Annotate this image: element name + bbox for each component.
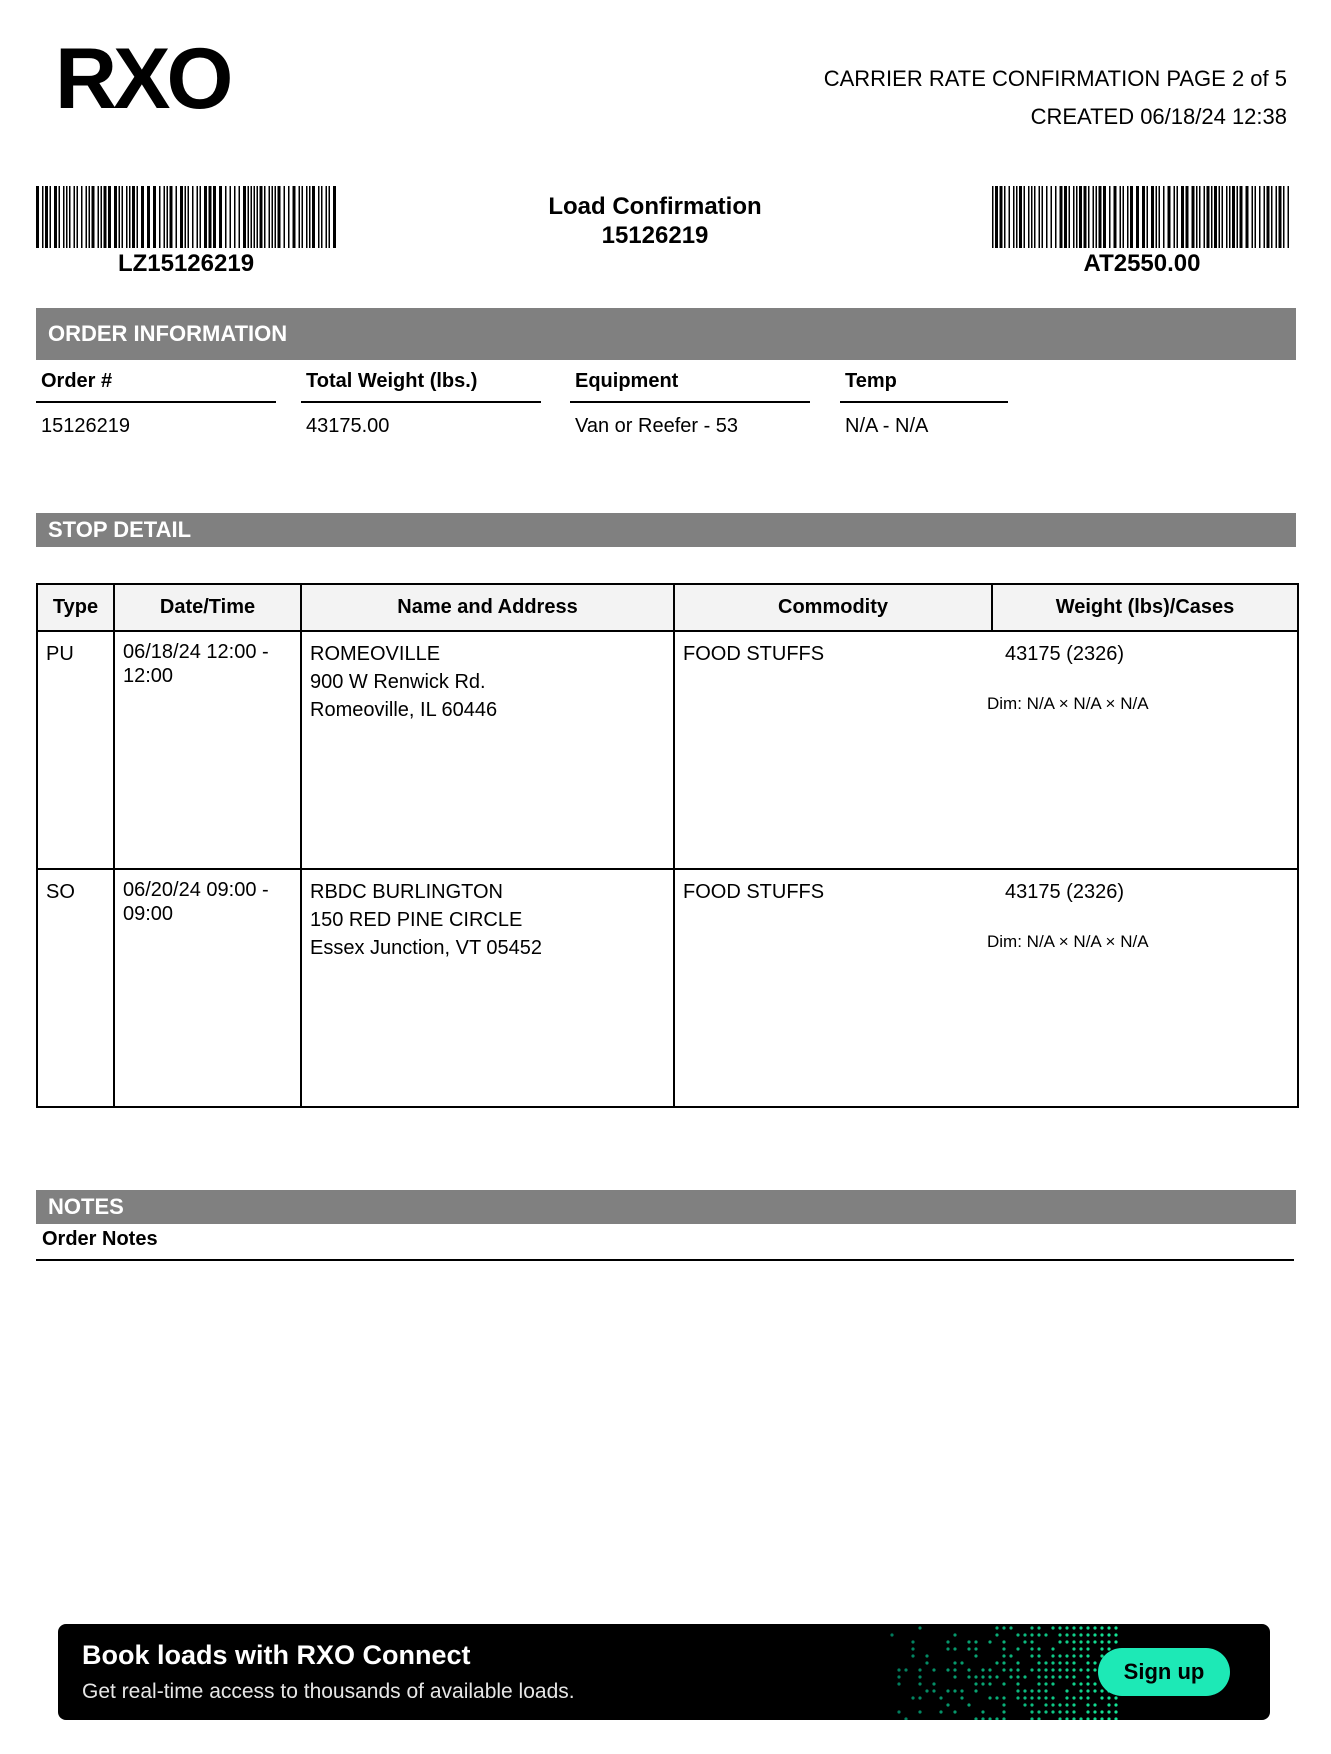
stop-name-address bbox=[301, 869, 674, 1107]
stop-dimensions: Dim: N/A × N/A × N/A bbox=[987, 694, 1149, 713]
total-weight-value: 43175.00 bbox=[306, 415, 390, 437]
stop-dimensions: Dim: N/A × N/A × N/A bbox=[987, 932, 1149, 951]
notes-header: NOTES bbox=[36, 1190, 1296, 1224]
column-header-name-address: Name and Address bbox=[301, 584, 674, 631]
load-confirmation-label: Load Confirmation bbox=[548, 193, 762, 220]
banner-subtitle: Get real-time access to thousands of available loads. bbox=[82, 1680, 575, 1703]
stop-weight-cases: 43175 (2326) bbox=[1005, 643, 1124, 665]
rxo-logo bbox=[55, 42, 255, 114]
order-number-column bbox=[36, 370, 276, 438]
table-row bbox=[37, 869, 1298, 1107]
order-number-label: Order # bbox=[36, 370, 276, 403]
load-confirmation-title bbox=[465, 192, 845, 250]
dot-pattern-decoration bbox=[888, 1624, 1118, 1720]
stop-type: SO bbox=[37, 869, 114, 1107]
stop-commodity-weight bbox=[674, 869, 1298, 1107]
load-number: 15126219 bbox=[601, 222, 709, 249]
total-weight-column bbox=[301, 370, 541, 438]
stop-datetime-end: 09:00 bbox=[123, 903, 174, 925]
svg-text:RXO: RXO bbox=[55, 42, 230, 114]
stop-detail-table bbox=[36, 583, 1299, 1108]
order-notes-label: Order Notes bbox=[42, 1228, 158, 1250]
banner-title: Book loads with RXO Connect bbox=[82, 1640, 471, 1670]
equipment-value: Van or Reefer - 53 bbox=[575, 415, 739, 437]
temp-value: N/A - N/A bbox=[845, 415, 929, 437]
column-header-commodity: Commodity bbox=[674, 584, 992, 631]
stop-datetime-start: 06/20/24 09:00 - bbox=[123, 879, 269, 901]
load-barcode-label: LZ15126219 bbox=[117, 250, 255, 277]
equipment-label: Equipment bbox=[570, 370, 810, 403]
order-number-value: 15126219 bbox=[41, 415, 130, 437]
stop-datetime-start: 06/18/24 12:00 - bbox=[123, 641, 269, 663]
stop-commodity: FOOD STUFFS bbox=[683, 643, 825, 665]
page-title: CARRIER RATE CONFIRMATION PAGE 2 of 5 bbox=[823, 66, 1287, 91]
stop-detail-header: STOP DETAIL bbox=[36, 513, 1296, 547]
stop-name-address bbox=[301, 631, 674, 869]
temp-column bbox=[840, 370, 1008, 438]
stop-datetime bbox=[114, 631, 301, 869]
stop-type: PU bbox=[37, 631, 114, 869]
amount-barcode-label: AT2550.00 bbox=[1083, 250, 1201, 277]
stop-name: ROMEOVILLE bbox=[310, 643, 441, 665]
stop-commodity: FOOD STUFFS bbox=[683, 881, 825, 903]
amount-barcode bbox=[992, 186, 1292, 248]
stop-weight-cases: 43175 (2326) bbox=[1005, 881, 1124, 903]
column-header-weight: Weight (lbs)/Cases bbox=[992, 584, 1298, 631]
column-header-datetime: Date/Time bbox=[114, 584, 301, 631]
created-timestamp: CREATED 06/18/24 12:38 bbox=[1030, 104, 1287, 129]
table-header-row bbox=[37, 584, 1298, 631]
stop-datetime-end: 12:00 bbox=[123, 665, 174, 687]
stop-address-line-2: Essex Junction, VT 05452 bbox=[310, 937, 542, 959]
stop-address-line-2: Romeoville, IL 60446 bbox=[310, 699, 498, 721]
temp-label: Temp bbox=[840, 370, 1008, 403]
equipment-column bbox=[570, 370, 810, 438]
order-information-header: ORDER INFORMATION bbox=[36, 308, 1296, 360]
rxo-connect-banner[interactable] bbox=[58, 1624, 1270, 1720]
stop-datetime bbox=[114, 869, 301, 1107]
column-header-type: Type bbox=[37, 584, 114, 631]
document-header-info bbox=[824, 60, 1287, 136]
notes-divider bbox=[36, 1259, 1294, 1261]
total-weight-label: Total Weight (lbs.) bbox=[301, 370, 541, 403]
stop-commodity-weight bbox=[674, 631, 1298, 869]
table-row bbox=[37, 631, 1298, 869]
stop-address-line-1: 900 W Renwick Rd. bbox=[310, 671, 486, 693]
sign-up-button[interactable]: Sign up bbox=[1098, 1648, 1230, 1696]
stop-address-line-1: 150 RED PINE CIRCLE bbox=[310, 909, 523, 931]
load-barcode bbox=[36, 186, 336, 248]
stop-name: RBDC BURLINGTON bbox=[310, 881, 503, 903]
